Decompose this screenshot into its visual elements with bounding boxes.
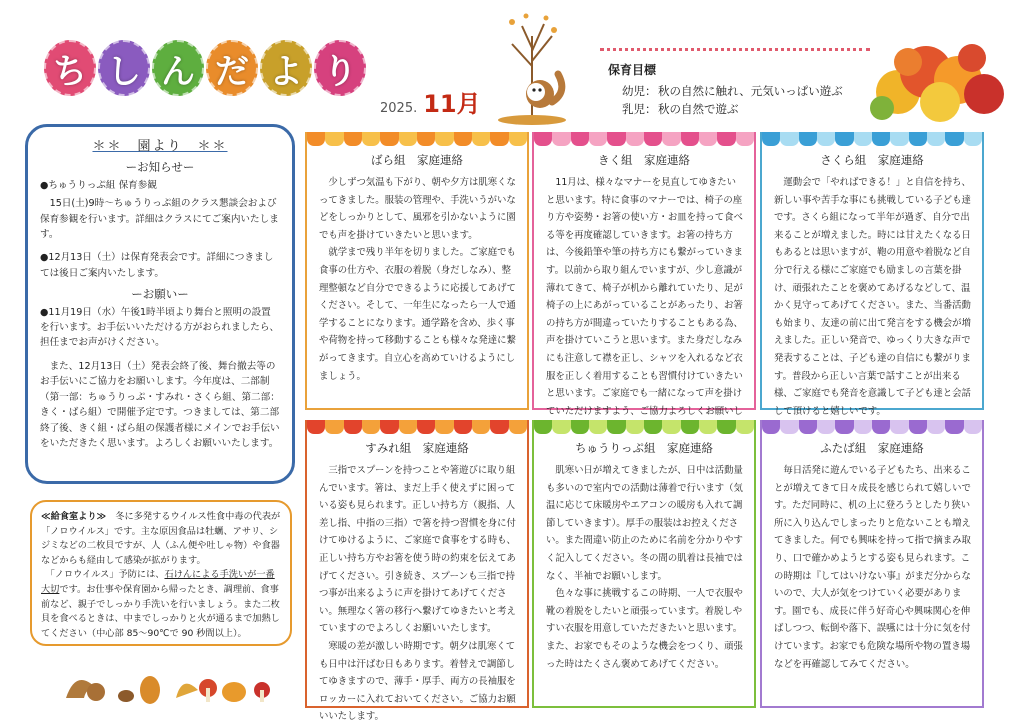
awning-stripe <box>325 420 343 434</box>
awning-stripe <box>681 420 699 434</box>
awning-stripe <box>780 420 798 434</box>
awning-stripe <box>909 420 927 434</box>
class-title: すみれ組 家庭連絡 <box>365 441 469 455</box>
awning-stripe <box>681 132 699 146</box>
awning-stripe <box>736 132 754 146</box>
awning-stripe <box>799 132 817 146</box>
autumn-tree-illustration <box>482 6 582 126</box>
awning-stripe <box>945 132 963 146</box>
notice-subheading: ーお知らせー <box>125 160 195 175</box>
goals-divider <box>600 48 870 51</box>
awning-stripe <box>472 132 490 146</box>
title-char: ち <box>44 40 96 96</box>
class-body: 少しずつ気温も下がり、朝や夕方は肌寒くなってきました。服装の管理や、手洗いうがいなどをしっかりとして、風邪を引かないように園でも声を掛けていきたいと思います。 就学まで残り半年を切りました。ご家庭でも食事の仕方や、衣服の着脱（身だしなみ）、整理整頓など自分でできるように応援してあげてください。そして、一年生になったら一人で通学することになります。通学路を含め、歩く事や荷物を持って移動することも様々な発達に繋がってきます。自立心を高めていけるようにしましょう。 <box>319 177 516 382</box>
awning-stripe <box>435 132 453 146</box>
awning-stripe <box>307 420 325 434</box>
awning-stripe <box>325 132 343 146</box>
awning-stripe <box>509 132 527 146</box>
class-box-tulip <box>532 420 756 708</box>
awning-stripe <box>626 420 644 434</box>
awning-stripe <box>362 132 380 146</box>
awning-stripe <box>552 420 570 434</box>
garden-notice-box <box>25 124 295 484</box>
awning-stripe <box>644 132 662 146</box>
lunch-text: 冬に多発するウイルス性食中毒の代表が「ノロウイルス」です。主な原因食品は牡蠣、アサリ、シジミなどの二枚貝ですが、人（ふん便や吐しゃ物）や食器などからも経由して感染が拡がります。 <box>41 511 281 566</box>
awning-stripe <box>571 420 589 434</box>
awning-stripe <box>699 132 717 146</box>
lunch-label: ≪給食室より≫ <box>41 511 107 522</box>
notice-item: ●12月13日（土）は保育発表会です。詳細につきましては後日ご案内いたします。 <box>40 252 274 279</box>
awning <box>534 420 754 434</box>
autumn-foliage-illustration <box>868 32 1008 124</box>
lunch-text: 「ノロウイルス」予防には、 <box>41 569 165 581</box>
lunch-paragraph <box>41 568 281 641</box>
awning-stripe <box>717 420 735 434</box>
request-subheading: ーお願いー <box>131 287 189 302</box>
awning-stripe <box>589 420 607 434</box>
awning-stripe <box>344 420 362 434</box>
class-box-sakura <box>760 132 984 417</box>
awning-stripe <box>736 420 754 434</box>
class-body: 11月は、様々なマナーを見直してゆきたいと思います。特に食事のマナーでは、椅子の座り方や姿勢・お箸の使い方・お皿を持って食べる等を再度確認していきます。お箸の持ち方は、今後鉛筆や筆の持ち方にも繋がっていきます。以前から取り組んでいますが、少し意識が薄れてきて、椅子が机から離れていたり、足が椅子の上にあがっていることがあったり、お箸の持ち方が間違っていたりすることもある為、声を掛けていこうと思います。また身だしなみにも注意して襟を正し、シャツを入れるなど衣服を正しく着用することも習慣付けていきたいと思います。ご家庭でも一緒になって声を掛けていただけますよう、ご協力よろしくお願いし <box>546 177 743 417</box>
notice-item: 15日(土)9時～ちゅうりっぷ組のクラス懇談会および保育参観を行います。詳細はクラスにてご案内いたします。 <box>40 198 279 241</box>
newsletter-title <box>44 40 366 96</box>
awning-stripe <box>607 132 625 146</box>
lunch-emphasis: 石けんによる手洗いが一番大切 <box>41 569 275 595</box>
awning-stripe <box>435 420 453 434</box>
awning-stripe <box>380 420 398 434</box>
awning-stripe <box>835 132 853 146</box>
request-item: また、12月13日（土）発表会終了後、舞台撤去等のお手伝いにご協力をお願いします。今年度は、二部制（第一部：ちゅうりっぷ・すみれ・さくら組、第二部：きく・ばら組）で開催予定です。つきましては、第二部終了後、きく組・ばら組の保護者様にメインでお手伝いをいただきたく思います。よろしくお願いいたします。 <box>40 360 280 449</box>
awning-stripe <box>380 132 398 146</box>
lunch-paragraph <box>41 510 281 568</box>
awning-stripe <box>762 420 780 434</box>
awning-stripe <box>399 132 417 146</box>
awning-stripe <box>362 420 380 434</box>
awning-stripe <box>835 420 853 434</box>
awning-stripe <box>945 420 963 434</box>
goal-line <box>622 82 870 100</box>
awning-stripe <box>799 420 817 434</box>
awning-stripe <box>662 132 680 146</box>
class-box-sumire <box>305 420 529 723</box>
request-item: ●11月19日（水）午後1時半頃より舞台と照明の設置を行います。お手伝いいただける方がおられましたら、担任までお声がけください。 <box>40 306 280 349</box>
awning-stripe <box>762 132 780 146</box>
issue-year: 2025. <box>380 101 418 116</box>
class-title: ふたば組 家庭連絡 <box>820 441 924 455</box>
goal-line <box>622 100 870 118</box>
awning-stripe <box>490 132 508 146</box>
awning-stripe <box>454 420 472 434</box>
class-body: 毎日活発に遊んでいる子どもたち、出来ることが増えてきて日々成長を感じられて嬉しいです。ただ同時に、机の上に登ろうとしたり狭い所に入り込んでしまったりと危ないことも増えてきました。何でも興味を持って指で摘まみ取り、口で確かめようとする姿も見られます。この時期は『してはいけない事』がまだ分からないので、大人が気をつけていく必要があります。園でも、成長に伴う好奇心や興味関心を伸ばしつつ、転倒や落下、誤嚥には十分に気を付けています。お家でも危険な場所や物の置き場などを再確認してみてください。 <box>774 465 971 670</box>
awning-stripe <box>662 420 680 434</box>
awning-stripe <box>344 132 362 146</box>
awning-stripe <box>534 132 552 146</box>
notice-item: ●ちゅうりっぷ組 保育参観 <box>40 179 157 191</box>
goal-text: 秋の自然に触れ、元気いっぱい遊ぶ <box>658 84 843 98</box>
awning-stripe <box>509 420 527 434</box>
awning-stripe <box>644 420 662 434</box>
awning-stripe <box>780 132 798 146</box>
class-body: 運動会で「やればできる！」と自信を持ち、新しい事や苦手な事にも挑戦している子ども達です。さくら組になって半年が過ぎ、自分で出来ることが増えました。時には甘えたくなる日もあるとは思いますが、鞄の用意や着脱など自分で行える様にご家庭でも励ましの言葉を掛け、頑張れたことを褒めてあげるなどして、温かく見守ってあげてください。また、当番活動も始まり、友達の前に出て発言をする機会が増えました。正しい発音で、ゆっくり大きな声で発表することは、子ども達の自信にも繋がります。普段から正しい言葉で話すことが出来る様、ご家庭でも発音を意識して子ども達と会話して頂けると嬉しいです。 <box>774 177 971 417</box>
awning-stripe <box>890 132 908 146</box>
awning-stripe <box>854 132 872 146</box>
awning-stripe <box>817 132 835 146</box>
issue-date <box>380 84 481 119</box>
title-char: ん <box>152 40 204 96</box>
class-title: ばら組 家庭連絡 <box>371 153 463 167</box>
awning <box>307 420 527 434</box>
awning-stripe <box>890 420 908 434</box>
awning-stripe <box>307 132 325 146</box>
title-char: し <box>98 40 150 96</box>
goal-label: 乳児： <box>622 102 657 116</box>
awning-stripe <box>552 132 570 146</box>
awning-stripe <box>607 420 625 434</box>
awning-stripe <box>927 420 945 434</box>
awning-stripe <box>964 132 982 146</box>
title-char: だ <box>206 40 258 96</box>
class-box-bara <box>305 132 529 410</box>
awning-stripe <box>589 132 607 146</box>
class-box-futaba <box>760 420 984 708</box>
lunch-room-box <box>30 500 292 646</box>
autumn-leaves-squirrel-illustration <box>56 658 286 708</box>
awning-stripe <box>490 420 508 434</box>
awning-stripe <box>964 420 982 434</box>
class-box-kiku <box>532 132 756 417</box>
awning-stripe <box>854 420 872 434</box>
awning-stripe <box>717 132 735 146</box>
childcare-goals <box>600 48 870 118</box>
goals-title: 保育目標 <box>608 63 657 77</box>
goal-label: 幼児： <box>622 84 657 98</box>
awning-stripe <box>872 132 890 146</box>
awning-stripe <box>872 420 890 434</box>
goal-text: 秋の自然で遊ぶ <box>658 102 739 116</box>
class-title: きく組 家庭連絡 <box>598 153 690 167</box>
awning-stripe <box>472 420 490 434</box>
awning-stripe <box>909 132 927 146</box>
awning-stripe <box>399 420 417 434</box>
title-char: よ <box>260 40 312 96</box>
garden-notice-heading: ＊＊ 園より ＊＊ <box>92 139 228 154</box>
awning-stripe <box>927 132 945 146</box>
class-title: ちゅうりっぷ組 家庭連絡 <box>575 441 713 455</box>
awning-stripe <box>534 420 552 434</box>
issue-month: 11月 <box>423 90 481 118</box>
awning-stripe <box>817 420 835 434</box>
awning-stripe <box>699 420 717 434</box>
awning-stripe <box>571 132 589 146</box>
awning-stripe <box>454 132 472 146</box>
lunch-text: です。お仕事や保育園から帰ったとき、調理前、食事前など、親子でしっかり手洗いを行いましょう。また二枚貝を食べるときは、中までしっかりと火が通るまで加熱してください（中心部 85～90℃で 90 秒間以上）。 <box>41 583 280 639</box>
awning <box>762 132 982 146</box>
class-body: 三指でスプーンを持つことや箸遊びに取り組んでいます。箸は、まだ上手く使えずに困っている姿も見られます。正しい持ち方（親指、人差し指、中指の三指）で箸を持つ習慣を身に付けてゆけるように、ご家庭で食事をする時も、正しい持ち方やお箸を使う時の約束を伝えてあげてください。引き続き、スプーンも三指で持つ事が出来るように声を掛けてあげてください。無理なく箸の移行へ繋げてゆきたいと考えていますのでよろしくお願いいたします。 寒暖の差が激しい時期です。朝夕は肌寒くても日中は汗ばむ日もあります。着替えで調節してゆきますので、薄手・厚手、両方の長袖服をロッカーに入れておいてください。ご協力お願いいたします。 <box>319 465 516 723</box>
awning-stripe <box>417 132 435 146</box>
awning-stripe <box>626 132 644 146</box>
title-char: り <box>314 40 366 96</box>
awning <box>534 132 754 146</box>
awning-stripe <box>417 420 435 434</box>
awning <box>307 132 527 146</box>
awning <box>762 420 982 434</box>
class-body: 肌寒い日が増えてきましたが、日中は活動量も多いので室内での活動は薄着で行います（気温に応じて床暖房やエアコンの暖房も入れて調節していきます）。厚手の服装はお控えください。また間違い防止のために名前を分かりやすく記入してください。冬の間の肌着は長袖ではなく、半袖でお願いします。 色々な事に挑戦するこの時期、一人で衣服や靴の着脱をしたいと頑張っています。着脱しやすい衣服を用意していただきたいと思います。また、お家でもそのような機会をつくり、頑張った時はたくさん褒めてあげてください。 <box>546 465 743 670</box>
class-title: さくら組 家庭連絡 <box>820 153 924 167</box>
